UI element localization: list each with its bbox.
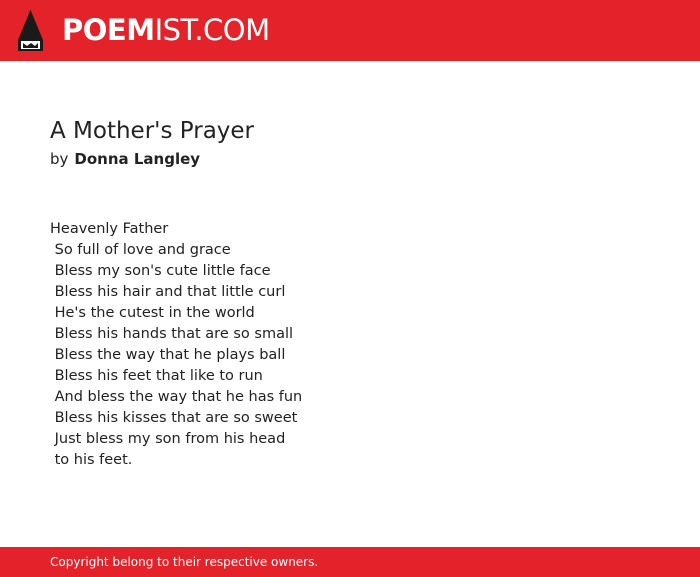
site-logo-text[interactable]	[62, 13, 270, 47]
poem-line: Bless the way that he plays ball	[50, 347, 286, 363]
poem-line: Bless his feet that like to run	[50, 368, 263, 384]
brand-light: IST.COM	[154, 13, 270, 47]
by-label: by	[50, 150, 69, 168]
poem-line: Just bless my son from his head	[50, 431, 286, 447]
author-name[interactable]: Donna Langley	[74, 150, 201, 168]
poem-line: to his feet.	[50, 452, 133, 468]
poem-line: And bless the way that he has fun	[50, 389, 303, 405]
poem-line: Bless his kisses that are so sweet	[50, 410, 298, 426]
site-footer	[0, 547, 700, 577]
brand-bold: POEM	[62, 13, 155, 47]
poem-line: Bless his hair and that little curl	[50, 284, 286, 300]
copyright-text: Copyright belong to their respective owners.	[50, 555, 319, 569]
poem-line: Bless his hands that are so small	[50, 326, 294, 342]
poem-line: Heavenly Father	[50, 221, 169, 237]
poem-line: Bless my son's cute little face	[50, 263, 271, 279]
pencil-tip-icon[interactable]	[18, 10, 43, 51]
poem-body	[50, 219, 302, 471]
poem-byline	[50, 149, 200, 169]
site-header	[0, 0, 700, 61]
poem-line: So full of love and grace	[50, 242, 231, 258]
poem-line: He's the cutest in the world	[50, 305, 255, 321]
poem-title: A Mother's Prayer	[50, 118, 255, 144]
